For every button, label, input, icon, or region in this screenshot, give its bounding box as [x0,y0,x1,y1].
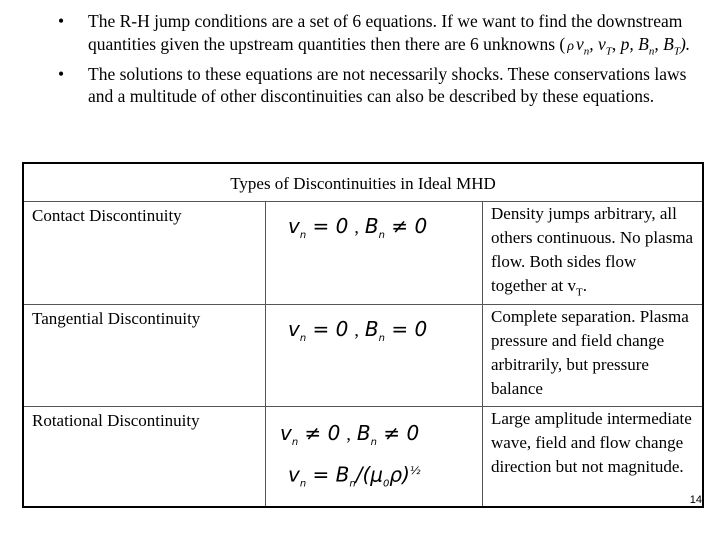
alfven-speed-equation: $v_n = B_n/(\mu_0\rho)^{\frac{1}{2}}$ [288,463,421,491]
row-name: Rotational Discontinuity [23,407,266,507]
row-description: Density jumps arbitrary, all others continuous. No plasma flow. Both sides flow together at $v_T$. [483,202,704,305]
row-description: Large amplitude intermediate wave, field and flow change direction but not magnitude. 14 [483,407,704,507]
table-title: Types of Discontinuities in Ideal MHD [23,163,703,202]
table-row [23,407,703,507]
table-row [23,202,703,305]
condition-cell [266,202,483,305]
condition-equation: $v_n = 0$ , $B_n = 0$ [288,317,428,345]
condition-equation: $v_n \ne 0$ , $B_n \ne 0$ [280,421,420,449]
row-name: Tangential Discontinuity [23,305,266,407]
rho-symbol: ρ [567,38,574,54]
row-name: Contact Discontinuity [23,202,266,305]
row-description: Complete separation. Plasma pressure and field change arbitrarily, but pressure balance [483,305,704,407]
bullet-1-text: The R-H jump conditions are a set of 6 equations. If we want to find the downstream quantities given the upstream quantities then there are 6 unknowns ( [88,11,683,54]
bullet-marker: • [58,63,65,84]
condition-equation: $v_n = 0$ , $B_n \ne 0$ [288,214,428,241]
unknowns-list: $v_n$, $v_T$, p, $B_n$, $B_T$). [575,33,691,57]
page-number: 14 [689,493,702,506]
table-row [23,305,703,407]
bullet-solutions [58,63,698,108]
bullet-rh-jump [58,10,698,63]
bullet-2-text: The solutions to these equations are not necessarily shocks. These conservations laws and a multitude of other discontinuities can also be described by these equations. [88,63,687,106]
condition-cell [266,305,483,407]
discontinuities-table [22,162,704,508]
bullet-marker: • [58,11,65,31]
condition-cell [266,407,483,507]
bullet-list [58,10,698,108]
